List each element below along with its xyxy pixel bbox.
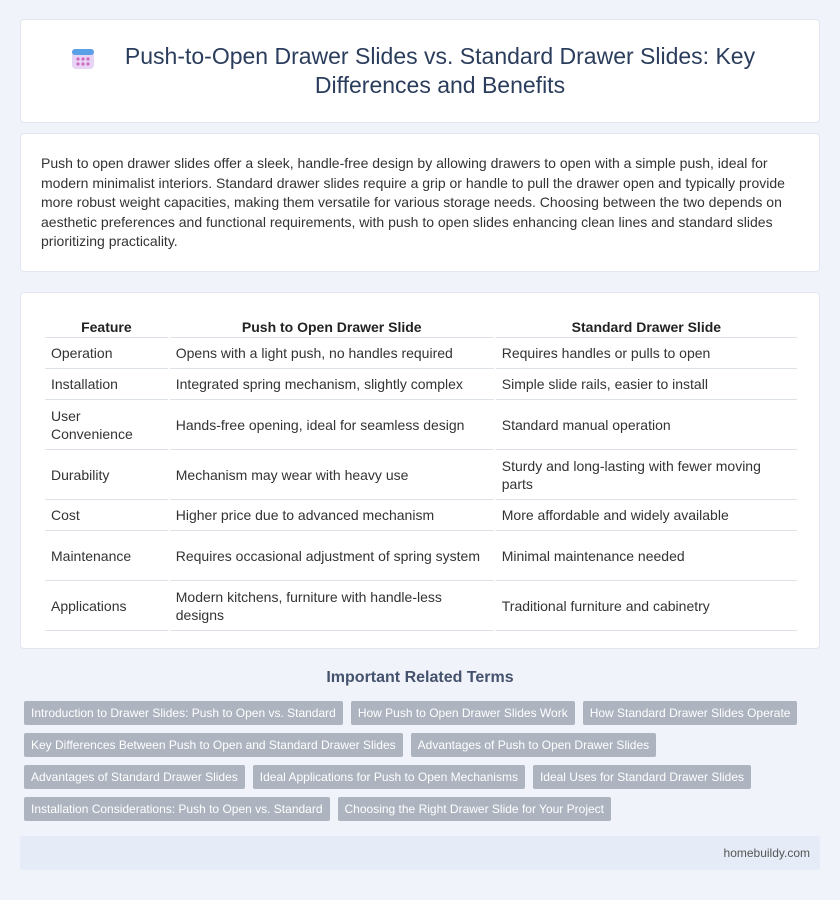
page-title: Push-to-Open Drawer Slides vs. Standard Drawer Slides: Key Differences and Benefits xyxy=(124,43,756,98)
related-tag[interactable]: Advantages of Push to Open Drawer Slides xyxy=(411,733,656,757)
standard-cell: Sturdy and long-lasting with fewer moving parts xyxy=(496,450,797,500)
related-tag[interactable]: How Standard Drawer Slides Operate xyxy=(583,701,798,725)
table-row xyxy=(45,450,797,500)
intro-paragraph: Push to open drawer slides offer a sleek, handle-free design by allowing drawers to open with a simple push, ideal for modern minimalist interiors. Standard drawer slides require a grip or handle to pull the drawer open and typically provide more robust weight capacities, making them versatile for various storage needs. Choosing between the two depends on aesthetic preferences and functional requirements, with push to open slides enhancing clean lines and standard slides prioritizing practicality. xyxy=(41,155,785,249)
related-terms-title: Important Related Terms xyxy=(326,669,514,686)
table-row xyxy=(45,500,797,531)
related-tag[interactable]: Ideal Applications for Push to Open Mechanisms xyxy=(253,765,525,789)
tag-row xyxy=(24,733,824,757)
related-tag[interactable]: Key Differences Between Push to Open and Standard Drawer Slides xyxy=(24,733,403,757)
table-row xyxy=(45,581,797,631)
calendar-icon xyxy=(70,45,96,71)
related-tag[interactable]: Choosing the Right Drawer Slide for Your Project xyxy=(338,797,611,821)
related-tag[interactable]: Introduction to Drawer Slides: Push to Open vs. Standard xyxy=(24,701,343,725)
standard-cell: Requires handles or pulls to open xyxy=(496,338,797,369)
push-cell: Integrated spring mechanism, slightly complex xyxy=(170,369,494,400)
header-card xyxy=(20,19,820,123)
feature-cell: Durability xyxy=(45,450,168,500)
related-tag[interactable]: Ideal Uses for Standard Drawer Slides xyxy=(533,765,751,789)
table-row xyxy=(45,400,797,450)
table-row xyxy=(45,369,797,400)
footer-site-link[interactable]: homebuildy.com xyxy=(723,846,810,860)
feature-cell: Cost xyxy=(45,500,168,531)
push-cell: Modern kitchens, furniture with handle-less designs xyxy=(170,581,494,631)
standard-cell: Traditional furniture and cabinetry xyxy=(496,581,797,631)
table-row xyxy=(45,531,797,581)
feature-cell: User Convenience xyxy=(45,400,168,450)
feature-cell: Operation xyxy=(45,338,168,369)
title-wrap xyxy=(70,42,770,100)
push-cell: Mechanism may wear with heavy use xyxy=(170,450,494,500)
tag-row xyxy=(24,797,824,821)
standard-cell: Standard manual operation xyxy=(496,400,797,450)
tag-row xyxy=(24,765,824,789)
tag-row xyxy=(24,701,824,725)
feature-cell: Installation xyxy=(45,369,168,400)
feature-cell: Applications xyxy=(45,581,168,631)
header-standard: Standard Drawer Slide xyxy=(496,315,797,338)
standard-cell: More affordable and widely available xyxy=(496,500,797,531)
standard-cell: Minimal maintenance needed xyxy=(496,531,797,581)
push-cell: Hands-free opening, ideal for seamless design xyxy=(170,400,494,450)
comparison-table xyxy=(43,315,799,631)
push-cell: Opens with a light push, no handles required xyxy=(170,338,494,369)
related-terms-list xyxy=(24,701,824,829)
related-tag[interactable]: Installation Considerations: Push to Open vs. Standard xyxy=(24,797,330,821)
table-row xyxy=(45,338,797,369)
header-feature: Feature xyxy=(45,315,168,338)
push-cell: Requires occasional adjustment of spring system xyxy=(170,531,494,581)
comparison-table-card xyxy=(20,292,820,649)
push-cell: Higher price due to advanced mechanism xyxy=(170,500,494,531)
related-tag[interactable]: How Push to Open Drawer Slides Work xyxy=(351,701,575,725)
header-push-to-open: Push to Open Drawer Slide xyxy=(170,315,494,338)
feature-cell: Maintenance xyxy=(45,531,168,581)
footer xyxy=(20,836,820,870)
intro-card xyxy=(20,133,820,272)
related-tag[interactable]: Advantages of Standard Drawer Slides xyxy=(24,765,245,789)
table-header-row xyxy=(45,315,797,338)
standard-cell: Simple slide rails, easier to install xyxy=(496,369,797,400)
